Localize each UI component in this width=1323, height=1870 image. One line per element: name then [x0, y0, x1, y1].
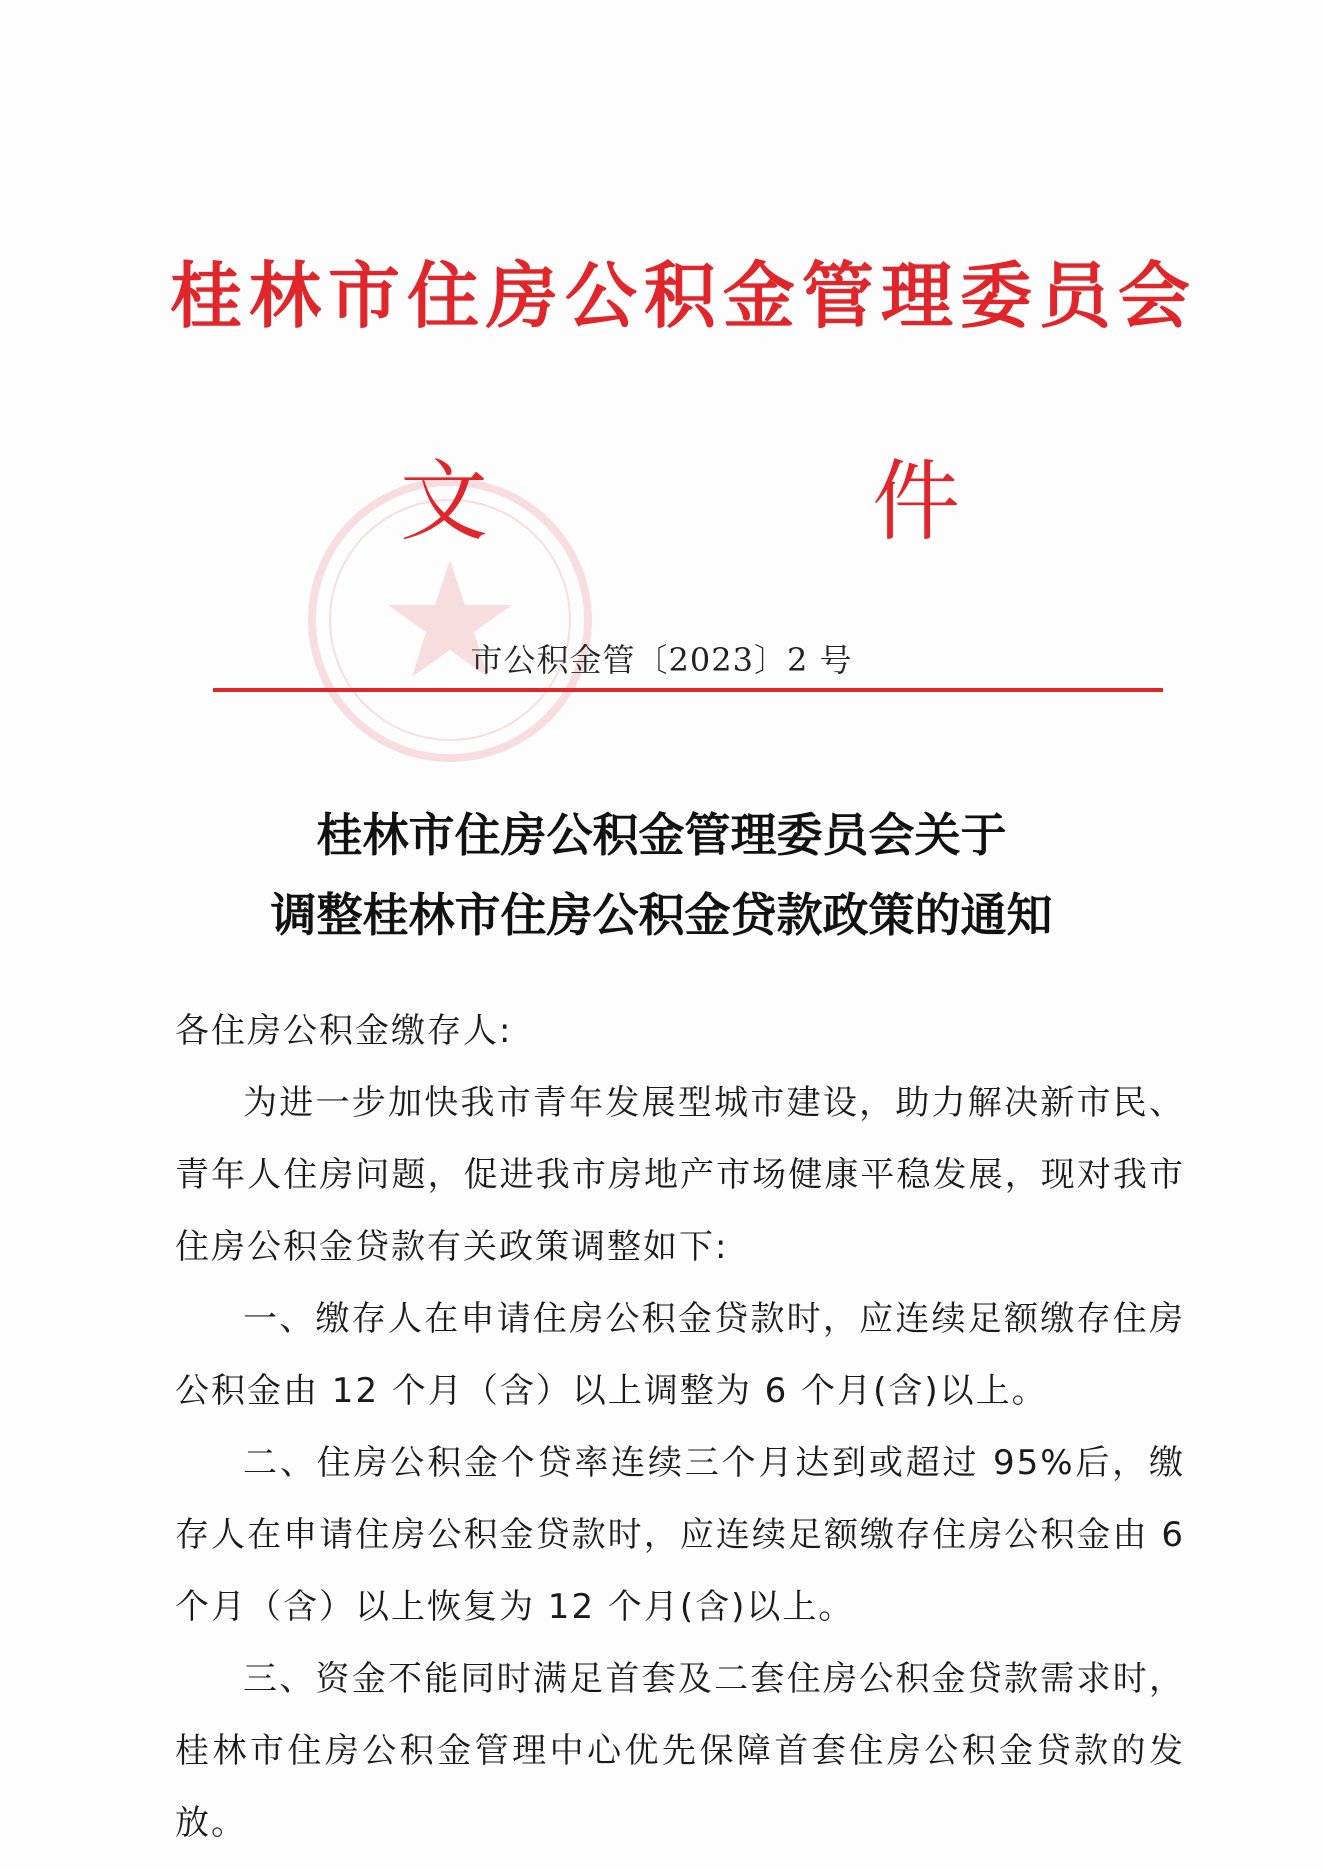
issuing-organization-title	[170, 240, 1190, 340]
org-title-char: 委	[959, 254, 1032, 338]
org-title-char: 理	[880, 254, 953, 338]
org-title-char: 林	[248, 254, 321, 338]
doc-type-char: 文	[400, 450, 489, 553]
red-divider-line	[213, 688, 1163, 692]
org-title-char: 市	[327, 254, 400, 338]
notice-body	[175, 995, 1185, 1859]
body-paragraph: 一、缴存人在申请住房公积金贷款时，应连续足额缴存住房公积金由 12 个月（含）以上调整为 6 个月(含)以上。	[175, 1299, 1185, 1411]
body-paragraph: 三、资金不能同时满足首套及二套住房公积金贷款需求时，桂林市住房公积金管理中心优先保障首套住房公积金贷款的发放。	[175, 1659, 1185, 1843]
org-title-char: 积	[643, 254, 716, 338]
org-title-char: 会	[1117, 254, 1190, 338]
org-title-char: 房	[485, 254, 558, 338]
notice-title	[0, 795, 1323, 955]
org-title-char: 金	[722, 254, 795, 338]
document-type-heading	[400, 440, 960, 553]
document-number: 市公积金管〔2023〕2 号	[470, 641, 853, 679]
org-title-char: 公	[564, 254, 637, 338]
org-title-char: 员	[1038, 254, 1111, 338]
org-title-char: 住	[406, 254, 479, 338]
org-title-char: 管	[801, 254, 874, 338]
notice-title-line-1: 桂林市住房公积金管理委员会关于	[316, 808, 1007, 862]
body-paragraph: 为进一步加快我市青年发展型城市建设，助力解决新市民、青年人住房问题，促进我市房地产市场健康平稳发展，现对我市住房公积金贷款有关政策调整如下:	[175, 1083, 1185, 1267]
body-paragraph: 二、住房公积金个贷率连续三个月达到或超过 95%后，缴存人在申请住房公积金贷款时，应连续足额缴存住房公积金由 6 个月（含）以上恢复为 12 个月(含)以上。	[175, 1443, 1185, 1627]
doc-type-char: 件	[871, 450, 960, 553]
salutation: 各住房公积金缴存人:	[175, 1011, 513, 1051]
notice-title-line-2: 调整桂林市住房公积金贷款政策的通知	[270, 888, 1053, 942]
org-title-char: 桂	[170, 254, 243, 338]
